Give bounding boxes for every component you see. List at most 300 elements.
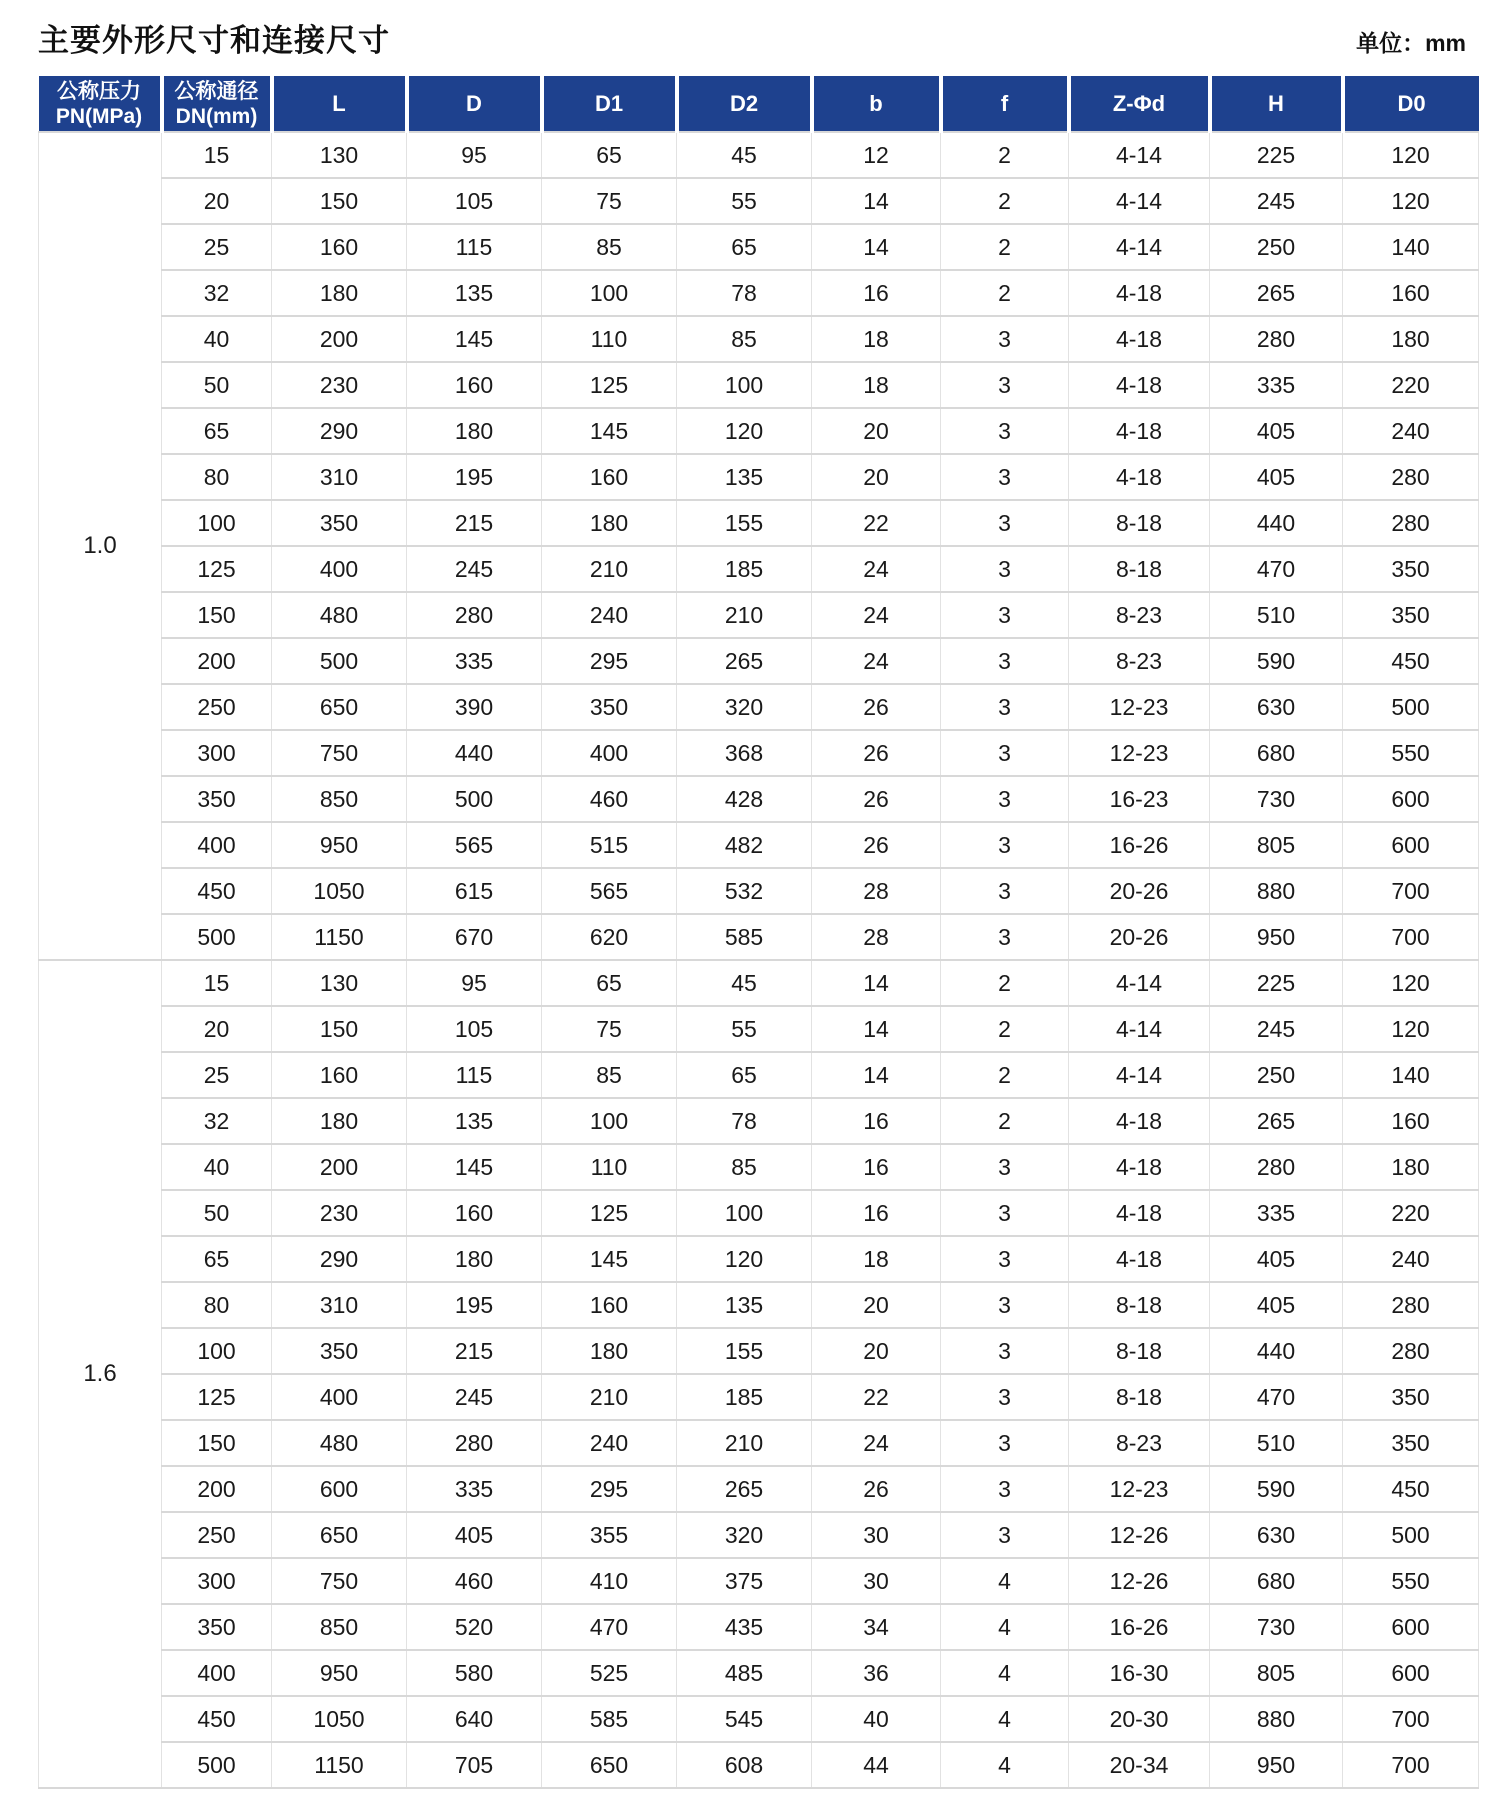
data-cell: 245 [1210, 1006, 1343, 1052]
data-cell: 115 [407, 224, 542, 270]
data-cell: 20 [812, 454, 941, 500]
data-cell: 640 [407, 1696, 542, 1742]
data-cell: 700 [1343, 868, 1479, 914]
data-cell: 2 [941, 960, 1069, 1006]
col-header-H: H [1210, 76, 1343, 132]
title-row [38, 22, 1466, 60]
data-cell: 78 [677, 1098, 812, 1144]
data-cell: 265 [1210, 270, 1343, 316]
data-cell: 65 [542, 132, 677, 178]
table-row [39, 270, 1479, 316]
data-cell: 120 [1343, 132, 1479, 178]
data-cell: 2 [941, 270, 1069, 316]
data-cell: 580 [407, 1650, 542, 1696]
data-cell: 670 [407, 914, 542, 960]
data-cell: 2 [941, 178, 1069, 224]
table-row [39, 1236, 1479, 1282]
data-cell: 230 [272, 1190, 407, 1236]
data-cell: 245 [407, 1374, 542, 1420]
data-cell: 8-18 [1069, 1374, 1210, 1420]
data-cell: 440 [1210, 500, 1343, 546]
data-cell: 265 [677, 1466, 812, 1512]
data-cell: 650 [542, 1742, 677, 1788]
col-header-f: f [941, 76, 1069, 132]
data-cell: 12-26 [1069, 1558, 1210, 1604]
data-cell: 3 [941, 1144, 1069, 1190]
data-cell: 3 [941, 546, 1069, 592]
data-cell: 350 [162, 776, 272, 822]
data-cell: 12 [812, 132, 941, 178]
data-cell: 4-18 [1069, 1098, 1210, 1144]
data-cell: 65 [677, 1052, 812, 1098]
data-cell: 26 [812, 1466, 941, 1512]
data-cell: 120 [1343, 960, 1479, 1006]
data-cell: 4-18 [1069, 362, 1210, 408]
data-cell: 350 [1343, 1374, 1479, 1420]
data-cell: 14 [812, 1052, 941, 1098]
data-cell: 450 [1343, 638, 1479, 684]
data-cell: 500 [1343, 1512, 1479, 1558]
dimensions-table [38, 76, 1479, 1789]
data-cell: 440 [407, 730, 542, 776]
data-cell: 210 [542, 1374, 677, 1420]
data-cell: 335 [1210, 362, 1343, 408]
data-cell: 15 [162, 132, 272, 178]
data-cell: 350 [1343, 546, 1479, 592]
data-cell: 215 [407, 1328, 542, 1374]
data-cell: 470 [1210, 546, 1343, 592]
data-cell: 400 [272, 1374, 407, 1420]
data-cell: 20-34 [1069, 1742, 1210, 1788]
data-cell: 16 [812, 1190, 941, 1236]
data-cell: 180 [1343, 316, 1479, 362]
data-cell: 630 [1210, 684, 1343, 730]
data-cell: 80 [162, 1282, 272, 1328]
col-header-pressure [39, 76, 162, 132]
data-cell: 220 [1343, 1190, 1479, 1236]
data-cell: 160 [407, 362, 542, 408]
data-cell: 8-18 [1069, 1282, 1210, 1328]
data-cell: 145 [542, 1236, 677, 1282]
data-cell: 2 [941, 132, 1069, 178]
data-cell: 280 [1343, 1328, 1479, 1374]
data-cell: 4-18 [1069, 1190, 1210, 1236]
data-cell: 1050 [272, 868, 407, 914]
data-cell: 4-18 [1069, 270, 1210, 316]
data-cell: 180 [272, 1098, 407, 1144]
data-cell: 600 [1343, 1604, 1479, 1650]
data-cell: 3 [941, 1374, 1069, 1420]
data-cell: 115 [407, 1052, 542, 1098]
col-header-diameter-line2: DN(mm) [175, 104, 258, 128]
data-cell: 150 [162, 592, 272, 638]
data-cell: 80 [162, 454, 272, 500]
table-row [39, 684, 1479, 730]
data-cell: 550 [1343, 730, 1479, 776]
data-cell: 335 [1210, 1190, 1343, 1236]
table-row [39, 454, 1479, 500]
col-header-D2: D2 [677, 76, 812, 132]
data-cell: 130 [272, 960, 407, 1006]
data-cell: 45 [677, 960, 812, 1006]
data-cell: 320 [677, 1512, 812, 1558]
table-row [39, 546, 1479, 592]
data-cell: 25 [162, 1052, 272, 1098]
data-cell: 470 [542, 1604, 677, 1650]
data-cell: 16 [812, 1144, 941, 1190]
data-cell: 220 [1343, 362, 1479, 408]
data-cell: 85 [677, 316, 812, 362]
data-cell: 16 [812, 270, 941, 316]
data-cell: 450 [162, 868, 272, 914]
data-cell: 200 [162, 1466, 272, 1512]
data-cell: 3 [941, 362, 1069, 408]
data-cell: 620 [542, 914, 677, 960]
data-cell: 3 [941, 1512, 1069, 1558]
data-cell: 880 [1210, 1696, 1343, 1742]
data-cell: 8-18 [1069, 500, 1210, 546]
data-cell: 40 [812, 1696, 941, 1742]
data-cell: 950 [1210, 914, 1343, 960]
data-cell: 78 [677, 270, 812, 316]
data-cell: 4 [941, 1604, 1069, 1650]
data-cell: 110 [542, 316, 677, 362]
data-cell: 250 [162, 1512, 272, 1558]
data-cell: 600 [272, 1466, 407, 1512]
table-row [39, 408, 1479, 454]
data-cell: 3 [941, 914, 1069, 960]
data-cell: 750 [272, 730, 407, 776]
data-cell: 20 [162, 178, 272, 224]
data-cell: 450 [1343, 1466, 1479, 1512]
data-cell: 200 [272, 1144, 407, 1190]
table-row [39, 1190, 1479, 1236]
data-cell: 1150 [272, 914, 407, 960]
data-cell: 250 [1210, 224, 1343, 270]
data-cell: 120 [1343, 1006, 1479, 1052]
data-cell: 680 [1210, 730, 1343, 776]
data-cell: 405 [1210, 454, 1343, 500]
data-cell: 310 [272, 1282, 407, 1328]
data-cell: 750 [272, 1558, 407, 1604]
data-cell: 680 [1210, 1558, 1343, 1604]
data-cell: 180 [542, 1328, 677, 1374]
data-cell: 410 [542, 1558, 677, 1604]
data-cell: 500 [272, 638, 407, 684]
data-cell: 705 [407, 1742, 542, 1788]
table-row [39, 500, 1479, 546]
data-cell: 280 [407, 592, 542, 638]
data-cell: 200 [162, 638, 272, 684]
data-cell: 3 [941, 868, 1069, 914]
data-cell: 16-30 [1069, 1650, 1210, 1696]
data-cell: 26 [812, 730, 941, 776]
data-cell: 400 [162, 1650, 272, 1696]
data-cell: 600 [1343, 776, 1479, 822]
data-cell: 22 [812, 1374, 941, 1420]
data-cell: 950 [272, 1650, 407, 1696]
data-cell: 310 [272, 454, 407, 500]
data-cell: 65 [162, 408, 272, 454]
data-cell: 350 [162, 1604, 272, 1650]
data-cell: 8-18 [1069, 1328, 1210, 1374]
data-cell: 125 [162, 1374, 272, 1420]
table-row [39, 1650, 1479, 1696]
data-cell: 95 [407, 960, 542, 1006]
data-cell: 32 [162, 1098, 272, 1144]
data-cell: 4-14 [1069, 224, 1210, 270]
data-cell: 3 [941, 822, 1069, 868]
data-cell: 700 [1343, 1696, 1479, 1742]
data-cell: 4-18 [1069, 454, 1210, 500]
data-cell: 185 [677, 1374, 812, 1420]
table-row [39, 1512, 1479, 1558]
data-cell: 30 [812, 1558, 941, 1604]
data-cell: 130 [272, 132, 407, 178]
data-cell: 245 [407, 546, 542, 592]
data-cell: 590 [1210, 1466, 1343, 1512]
data-cell: 730 [1210, 776, 1343, 822]
data-cell: 150 [272, 1006, 407, 1052]
data-cell: 240 [1343, 1236, 1479, 1282]
data-cell: 3 [941, 1466, 1069, 1512]
table-row [39, 914, 1479, 960]
data-cell: 160 [272, 1052, 407, 1098]
data-cell: 405 [1210, 1282, 1343, 1328]
data-cell: 805 [1210, 1650, 1343, 1696]
data-cell: 240 [1343, 408, 1479, 454]
data-cell: 510 [1210, 1420, 1343, 1466]
data-cell: 110 [542, 1144, 677, 1190]
data-cell: 180 [272, 270, 407, 316]
col-header-diameter [162, 76, 272, 132]
data-cell: 730 [1210, 1604, 1343, 1650]
data-cell: 3 [941, 1236, 1069, 1282]
data-cell: 280 [1343, 500, 1479, 546]
table-row [39, 1098, 1479, 1144]
col-header-Z-phi-d: Z-Φd [1069, 76, 1210, 132]
data-cell: 3 [941, 592, 1069, 638]
data-cell: 45 [677, 132, 812, 178]
data-cell: 525 [542, 1650, 677, 1696]
data-cell: 250 [162, 684, 272, 730]
data-cell: 18 [812, 362, 941, 408]
data-cell: 12-23 [1069, 730, 1210, 776]
data-cell: 160 [407, 1190, 542, 1236]
data-cell: 50 [162, 362, 272, 408]
data-cell: 405 [1210, 408, 1343, 454]
table-row [39, 316, 1479, 362]
data-cell: 8-23 [1069, 638, 1210, 684]
data-cell: 565 [407, 822, 542, 868]
data-cell: 3 [941, 638, 1069, 684]
data-cell: 140 [1343, 1052, 1479, 1098]
data-cell: 320 [677, 684, 812, 730]
data-cell: 280 [1343, 1282, 1479, 1328]
data-cell: 700 [1343, 914, 1479, 960]
data-cell: 180 [407, 408, 542, 454]
data-cell: 16-23 [1069, 776, 1210, 822]
col-header-D0: D0 [1343, 76, 1479, 132]
data-cell: 4-14 [1069, 1006, 1210, 1052]
data-cell: 4 [941, 1650, 1069, 1696]
table-row [39, 1006, 1479, 1052]
pn-value-cell: 1.6 [39, 960, 162, 1788]
data-cell: 280 [407, 1420, 542, 1466]
data-cell: 26 [812, 684, 941, 730]
data-cell: 34 [812, 1604, 941, 1650]
data-cell: 470 [1210, 1374, 1343, 1420]
data-cell: 125 [542, 1190, 677, 1236]
data-cell: 2 [941, 1098, 1069, 1144]
data-cell: 24 [812, 592, 941, 638]
data-cell: 28 [812, 914, 941, 960]
data-cell: 350 [1343, 1420, 1479, 1466]
data-cell: 26 [812, 776, 941, 822]
col-header-L: L [272, 76, 407, 132]
data-cell: 210 [677, 592, 812, 638]
data-cell: 95 [407, 132, 542, 178]
data-cell: 8-18 [1069, 546, 1210, 592]
data-cell: 8-23 [1069, 592, 1210, 638]
data-cell: 300 [162, 730, 272, 776]
data-cell: 550 [1343, 1558, 1479, 1604]
data-cell: 300 [162, 1558, 272, 1604]
data-cell: 1050 [272, 1696, 407, 1742]
data-cell: 200 [272, 316, 407, 362]
data-cell: 14 [812, 178, 941, 224]
data-cell: 155 [677, 1328, 812, 1374]
data-cell: 3 [941, 500, 1069, 546]
data-cell: 125 [162, 546, 272, 592]
col-header-pressure-line2: PN(MPa) [55, 104, 143, 128]
data-cell: 280 [1210, 1144, 1343, 1190]
data-cell: 650 [272, 684, 407, 730]
data-cell: 460 [407, 1558, 542, 1604]
data-cell: 400 [542, 730, 677, 776]
data-cell: 225 [1210, 132, 1343, 178]
data-cell: 3 [941, 1282, 1069, 1328]
data-cell: 265 [1210, 1098, 1343, 1144]
data-cell: 585 [677, 914, 812, 960]
data-cell: 160 [542, 454, 677, 500]
data-cell: 65 [542, 960, 677, 1006]
data-cell: 160 [1343, 270, 1479, 316]
data-cell: 85 [677, 1144, 812, 1190]
data-cell: 30 [812, 1512, 941, 1558]
data-cell: 20 [812, 408, 941, 454]
data-cell: 280 [1343, 454, 1479, 500]
data-cell: 600 [1343, 1650, 1479, 1696]
data-cell: 150 [272, 178, 407, 224]
data-cell: 880 [1210, 868, 1343, 914]
page-title: 主要外形尺寸和连接尺寸 [38, 23, 390, 58]
table-row [39, 362, 1479, 408]
col-header-pressure-line1: 公称压力 [57, 79, 141, 103]
table-row [39, 1604, 1479, 1650]
data-cell: 12-23 [1069, 1466, 1210, 1512]
data-cell: 482 [677, 822, 812, 868]
data-cell: 500 [407, 776, 542, 822]
data-cell: 75 [542, 178, 677, 224]
table-row [39, 1328, 1479, 1374]
data-cell: 4-18 [1069, 408, 1210, 454]
data-cell: 65 [162, 1236, 272, 1282]
pn-value-cell: 1.0 [39, 132, 162, 960]
data-cell: 55 [677, 1006, 812, 1052]
data-cell: 3 [941, 684, 1069, 730]
data-cell: 500 [1343, 684, 1479, 730]
data-cell: 290 [272, 408, 407, 454]
data-cell: 350 [542, 684, 677, 730]
data-cell: 135 [677, 454, 812, 500]
data-cell: 3 [941, 1328, 1069, 1374]
table-row [39, 1696, 1479, 1742]
data-cell: 155 [677, 500, 812, 546]
data-cell: 20-30 [1069, 1696, 1210, 1742]
table-body [39, 132, 1479, 1788]
data-cell: 14 [812, 224, 941, 270]
data-cell: 180 [407, 1236, 542, 1282]
data-cell: 480 [272, 592, 407, 638]
data-cell: 4 [941, 1742, 1069, 1788]
data-cell: 585 [542, 1696, 677, 1742]
data-cell: 3 [941, 1420, 1069, 1466]
data-cell: 120 [677, 1236, 812, 1282]
data-cell: 28 [812, 868, 941, 914]
data-cell: 4 [941, 1696, 1069, 1742]
data-cell: 160 [542, 1282, 677, 1328]
data-cell: 135 [407, 270, 542, 316]
data-cell: 100 [677, 362, 812, 408]
data-cell: 4-14 [1069, 960, 1210, 1006]
data-cell: 355 [542, 1512, 677, 1558]
data-cell: 3 [941, 776, 1069, 822]
data-cell: 600 [1343, 822, 1479, 868]
data-cell: 390 [407, 684, 542, 730]
data-cell: 195 [407, 454, 542, 500]
data-cell: 24 [812, 1420, 941, 1466]
data-cell: 295 [542, 638, 677, 684]
data-cell: 20 [162, 1006, 272, 1052]
table-row [39, 224, 1479, 270]
data-cell: 510 [1210, 592, 1343, 638]
data-cell: 480 [272, 1420, 407, 1466]
data-cell: 265 [677, 638, 812, 684]
data-cell: 22 [812, 500, 941, 546]
data-cell: 590 [1210, 638, 1343, 684]
data-cell: 120 [1343, 178, 1479, 224]
col-header-D1: D1 [542, 76, 677, 132]
data-cell: 150 [162, 1420, 272, 1466]
table-row [39, 1282, 1479, 1328]
data-cell: 4-14 [1069, 132, 1210, 178]
data-cell: 368 [677, 730, 812, 776]
data-cell: 4-14 [1069, 1052, 1210, 1098]
data-cell: 485 [677, 1650, 812, 1696]
data-cell: 805 [1210, 822, 1343, 868]
data-cell: 180 [1343, 1144, 1479, 1190]
data-cell: 290 [272, 1236, 407, 1282]
data-cell: 2 [941, 1052, 1069, 1098]
table-row [39, 178, 1479, 224]
data-cell: 2 [941, 224, 1069, 270]
table-row [39, 638, 1479, 684]
data-cell: 15 [162, 960, 272, 1006]
data-cell: 145 [542, 408, 677, 454]
data-cell: 180 [542, 500, 677, 546]
table-row [39, 776, 1479, 822]
